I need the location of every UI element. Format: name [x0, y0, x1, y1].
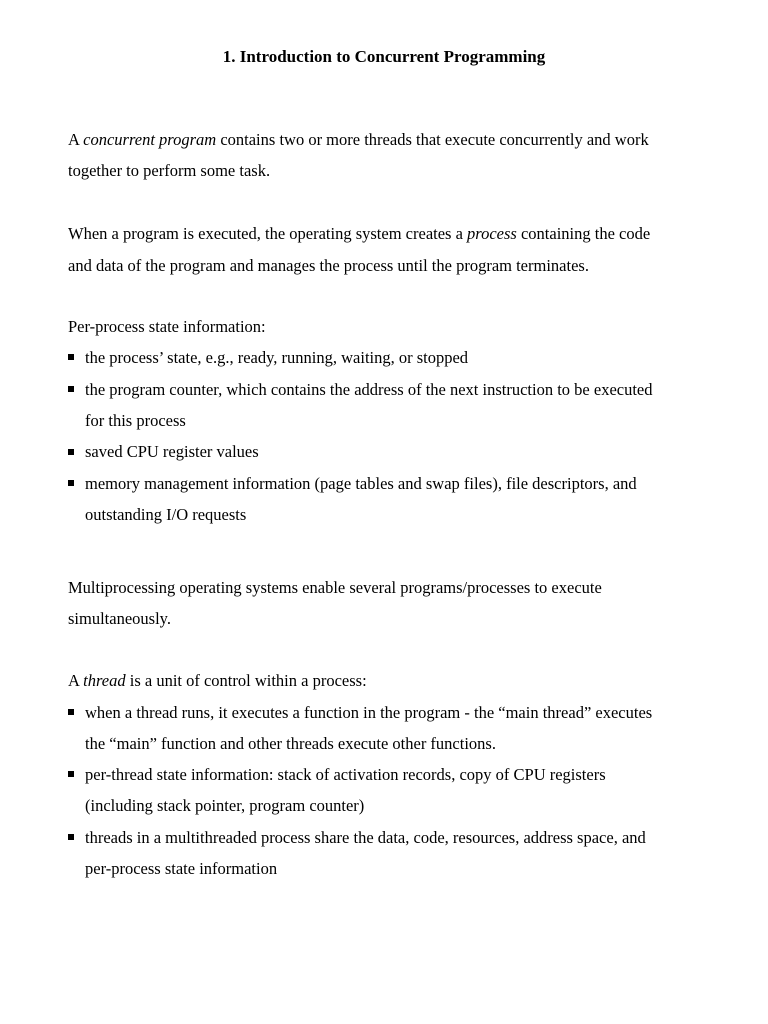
list-item: memory management information (page tables and swap files), file descriptors, and [85, 474, 637, 493]
text: When a program is executed, the operating system creates a [68, 224, 468, 243]
paragraph-process-line1 [68, 223, 650, 245]
thread-heading [68, 670, 367, 692]
term-process: process [467, 224, 517, 243]
list-item-continuation: outstanding I/O requests [85, 505, 247, 524]
bullet-icon [68, 354, 74, 360]
list-item-continuation: for this process [85, 411, 186, 430]
bullet-icon [68, 771, 74, 777]
paragraph-process-line2: and data of the program and manages the process until the program terminates. [68, 256, 589, 275]
paragraph-multiprocessing-line1: Multiprocessing operating systems enable several programs/processes to execute [68, 578, 602, 597]
bullet-icon [68, 834, 74, 840]
text: A [68, 671, 84, 690]
list-item: saved CPU register values [85, 442, 259, 461]
list-item: the process’ state, e.g., ready, running, waiting, or stopped [85, 348, 469, 367]
list-item: per-thread state information: stack of activation records, copy of CPU registers [85, 765, 606, 784]
bullet-icon [68, 449, 74, 455]
text: containing the code [516, 224, 651, 243]
list-item: threads in a multithreaded process share the data, code, resources, address space, and [85, 828, 646, 847]
text: is a unit of control within a process: [125, 671, 367, 690]
list-item-continuation: per-process state information [85, 859, 278, 878]
list-item-continuation: (including stack pointer, program counter) [85, 796, 365, 815]
term-thread: thread [83, 671, 126, 690]
per-process-heading: Per-process state information: [68, 317, 266, 336]
list-item: when a thread runs, it executes a function in the program - the “main thread” executes [85, 703, 653, 722]
list-item-continuation: the “main” function and other threads execute other functions. [85, 734, 496, 753]
paragraph-concurrent-program-line1 [68, 129, 649, 151]
paragraph-concurrent-program-line2: together to perform some task. [68, 161, 271, 180]
term-concurrent-program: concurrent program [83, 130, 217, 149]
text: contains two or more threads that execute concurrently and work [216, 130, 649, 149]
paragraph-multiprocessing-line2: simultaneously. [68, 609, 171, 628]
bullet-icon [68, 709, 74, 715]
bullet-icon [68, 480, 74, 486]
text: A [68, 130, 84, 149]
bullet-icon [68, 386, 74, 392]
list-item: the program counter, which contains the address of the next instruction to be executed [85, 380, 653, 399]
page-title: 1. Introduction to Concurrent Programming [222, 47, 546, 66]
